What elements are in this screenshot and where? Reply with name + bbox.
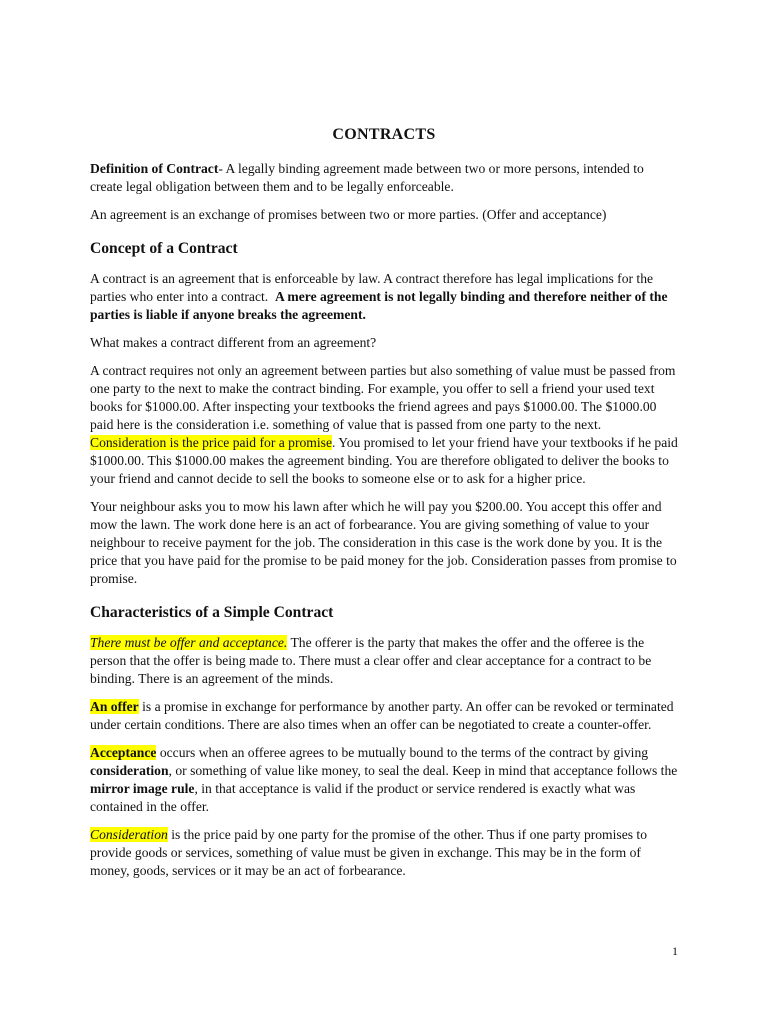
page-number: 1 (672, 944, 678, 958)
acceptance-text-1: occurs when an offeree agrees to be mutually bound to the terms of the contract by giving (159, 745, 649, 760)
offer-term: An offer (90, 699, 139, 714)
agreement-paragraph: An agreement is an exchange of promises between two or more parties. (Offer and acceptance) (90, 207, 607, 222)
offer-paragraph (90, 698, 678, 734)
consideration-text: is the price paid by one party for the promise of the other. Thus if one party promises to provide goods or services, something of value must be given in exchange. This may be in the form of money, goods, services or it may be an act of forbearance. (90, 827, 647, 878)
example-text-before: A contract requires not only an agreement between parties but also something of value must be passed from one party to the next to make the contract binding. For example, you offer to sell a friend your used text books for $1000.00. After inspecting your textbooks the friend agrees and pays $1000.00. The $1000.00 paid here is the consideration i.e. something of value that is passed from one party to the next. (90, 363, 676, 432)
acceptance-text-3: , in that acceptance is valid if the product or service rendered is exactly what was contained in the offer. (90, 781, 636, 814)
consideration-paragraph (90, 826, 678, 880)
definition-text: - A legally binding agreement made between two or more persons, intended to create legal obligation between them and to be legally enforceable. (90, 161, 644, 194)
page-title: CONTRACTS (332, 126, 436, 143)
definition-term: Definition of Contract (90, 161, 219, 176)
characteristics-heading: Characteristics of a Simple Contract (90, 604, 334, 621)
offer-text: is a promise in exchange for performance by another party. An offer can be revoked or terminated under certain conditions. There are also times when an offer can be negotiated to create a counter-offer. (90, 699, 674, 732)
definition-paragraph (90, 160, 678, 196)
concept-paragraph (90, 270, 678, 324)
acceptance-text-2: , or something of value like money, to seal the deal. Keep in mind that acceptance follows the (168, 763, 678, 778)
concept-paragraph-text: A contract is an agreement that is enforceable by law. A contract therefore has legal implications for the parties who enter into a contract. (90, 271, 654, 304)
acceptance-bold-mirror-rule: mirror image rule (90, 781, 195, 796)
offer-acceptance-paragraph (90, 634, 678, 688)
example-text-after: . You promised to let your friend have your textbooks if he paid $1000.00. This $1000.00 makes the agreement binding. You are therefore obligated to deliver the books to your friend and cannot decide to sell the books to someone else or to ask for a higher price. (90, 435, 678, 486)
acceptance-paragraph (90, 744, 678, 816)
concept-heading: Concept of a Contract (90, 240, 238, 257)
neighbour-paragraph: Your neighbour asks you to mow his lawn after which he will pay you $200.00. You accept this offer and mow the lawn. The work done here is an act of forbearance. You are giving something of value to your neighbour to receive payment for the job. The consideration in this case is the work done by you. It is the price that you have paid for the promise to be paid money for the job. Consideration passes from promise to promise. (90, 499, 677, 586)
offer-acceptance-term: There must be offer and acceptance. (90, 635, 288, 650)
concept-paragraph-bold: A mere agreement is not legally binding and therefore neither of the parties is liable if anyone breaks the agreement. (90, 289, 668, 322)
question-paragraph: What makes a contract different from an agreement? (90, 335, 377, 350)
consideration-example-paragraph (90, 362, 678, 488)
consideration-highlight: Consideration is the price paid for a promise (90, 435, 332, 450)
acceptance-term: Acceptance (90, 745, 157, 760)
acceptance-bold-consideration: consideration (90, 763, 169, 778)
offer-acceptance-text: The offerer is the party that makes the offer and the offeree is the person that the offer is being made to. There must a clear offer and clear acceptance for a contract to be binding. There is an agreement of the minds. (90, 635, 652, 686)
consideration-term: Consideration (90, 827, 168, 842)
